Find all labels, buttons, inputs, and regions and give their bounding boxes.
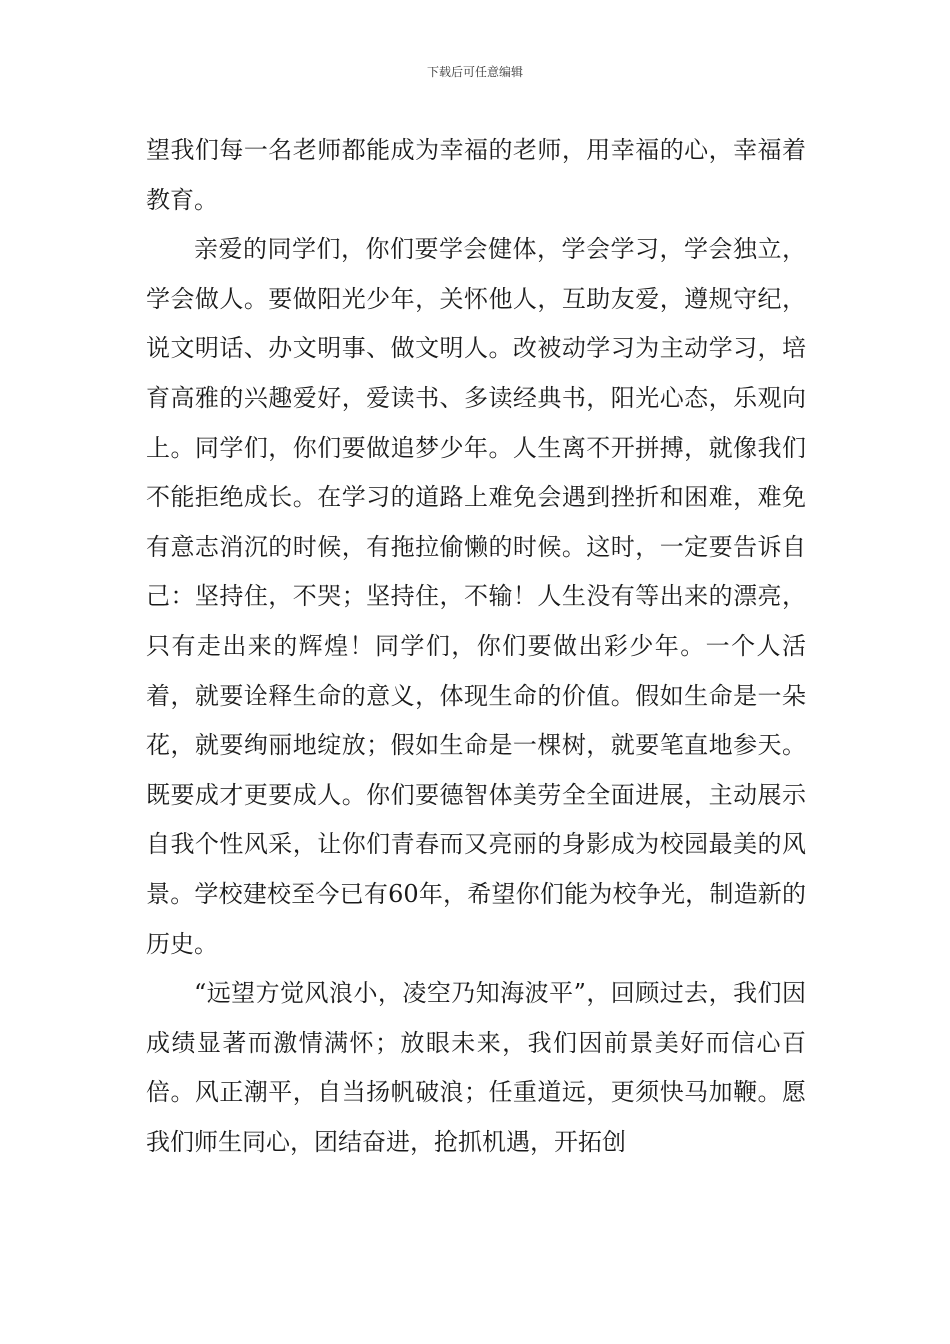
paragraph-students: 亲爱的同学们，你们要学会健体，学会学习，学会独立，学会做人。要做阳光少年，关怀他人，互助友爱，遵规守纪，说文明话、办文明事、做文明人。改被动学习为主动学习，培育高雅的兴趣爱好，爱读书、多读经典书，阳光心态，乐观向上。同学们，你们要做追梦少年。人生离不开拼搏，就像我们不能拒绝成长。在学习的道路上难免会遇到挫折和困难，难免有意志消沉的时候，有拖拉偷懒的时候。这时，一定要告诉自己：坚持住，不哭；坚持住，不输！人生没有等出来的漂亮，只有走出来的辉煌！同学们，你们要做出彩少年。一个人活着，就要诠释生命的意义，体现生命的价值。假如生命是一朵花，就要绚丽地绽放；假如生命是一棵树，就要笔直地参天。既要成才更要成人。你们要德智体美劳全全面进展，主动展示自我个性风采，让你们青春而又亮丽的身影成为校园最美的风景。学校建校至今已有60年，希望你们能为校争光，制造新的历史。 xyxy=(146,235,806,958)
page-header: 下载后可任意编辑 xyxy=(426,65,523,79)
paragraph-closing: “远望方觉风浪小，凌空乃知海波平”，回顾过去，我们因成绩显著而激情满怀；放眼未来，我们因前景美好而信心百倍。风正潮平，自当扬帆破浪；任重道远，更须快马加鞭。愿我们师生同心，团结奋进，抢抓机遇，开拓创 xyxy=(146,979,806,1156)
document-body xyxy=(146,126,806,1167)
paragraph-continuation: 望我们每一名老师都能成为幸福的老师，用幸福的心，幸福着教育。 xyxy=(146,136,806,214)
